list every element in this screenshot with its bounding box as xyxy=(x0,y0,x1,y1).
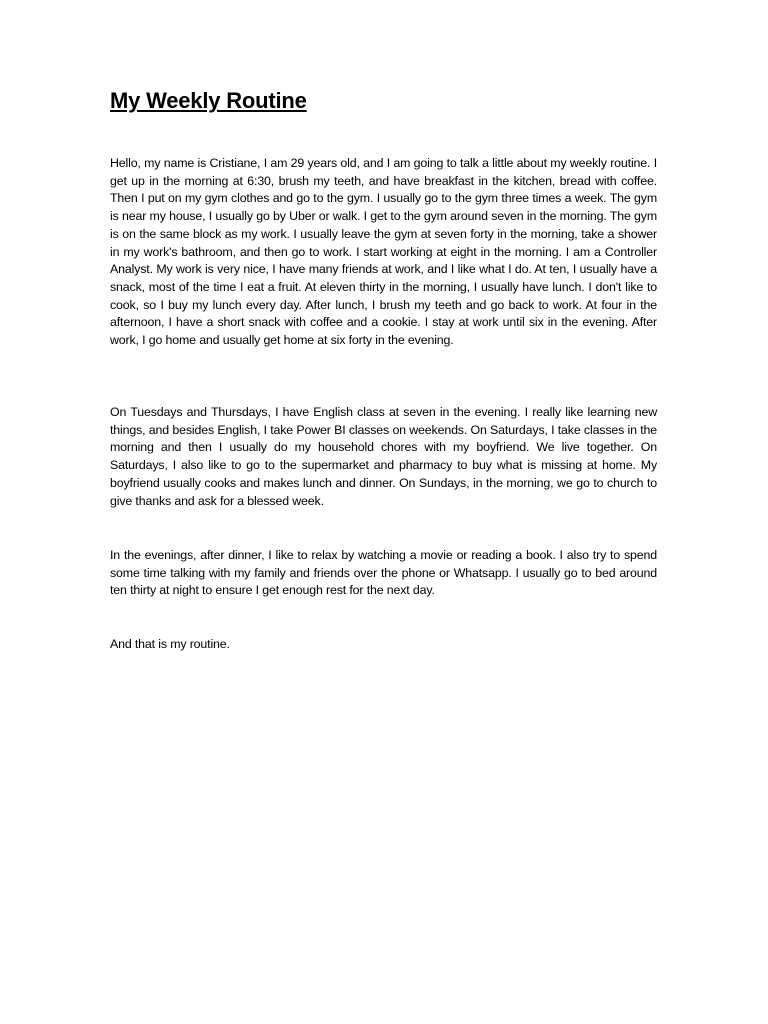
paragraph-closing: And that is my routine. xyxy=(110,637,230,651)
paragraph-weekly-activities: On Tuesdays and Thursdays, I have English class at seven in the evening. I really like learning new things, and besides English, I take Power BI classes on weekends. On Saturdays, I take classes in the morning and then I usually do my household chores with my boyfriend. We live together. On Saturdays, I also like to go to the supermarket and pharmacy to buy what is missing at home. My boyfriend usually cooks and makes lunch and dinner. On Sundays, in the morning, we go to church to give thanks and ask for a blessed week. xyxy=(110,405,657,508)
document-title: My Weekly Routine xyxy=(110,88,307,113)
paragraph-evenings: In the evenings, after dinner, I like to relax by watching a movie or reading a book. I also try to spend some time talking with my family and friends over the phone or Whatsapp. I usually go to bed around ten thirty at night to ensure I get enough rest for the next day. xyxy=(110,548,657,598)
paragraph-daily-routine: Hello, my name is Cristiane, I am 29 years old, and I am going to talk a little about my weekly routine. I get up in the morning at 6:30, brush my teeth, and have breakfast in the kitchen, bread with coffee. Then I put on my gym clothes and go to the gym. I usually go to the gym three times a week. The gym is near my house, I usually go by Uber or walk. I get to the gym around seven in the morning. The gym is on the same block as my work. I usually leave the gym at seven forty in the morning, take a shower in my work's bathroom, and then go to work. I start working at eight in the morning. I am a Controller Analyst. My work is very nice, I have many friends at work, and I like what I do. At ten, I usually have a snack, most of the time I eat a fruit. At eleven thirty in the morning, I usually have lunch. I don't like to cook, so I buy my lunch every day. After lunch, I brush my teeth and go back to work. At four in the afternoon, I have a short snack with coffee and a cookie. I stay at work until six in the evening. After work, I go home and usually get home at six forty in the evening. xyxy=(110,156,657,348)
